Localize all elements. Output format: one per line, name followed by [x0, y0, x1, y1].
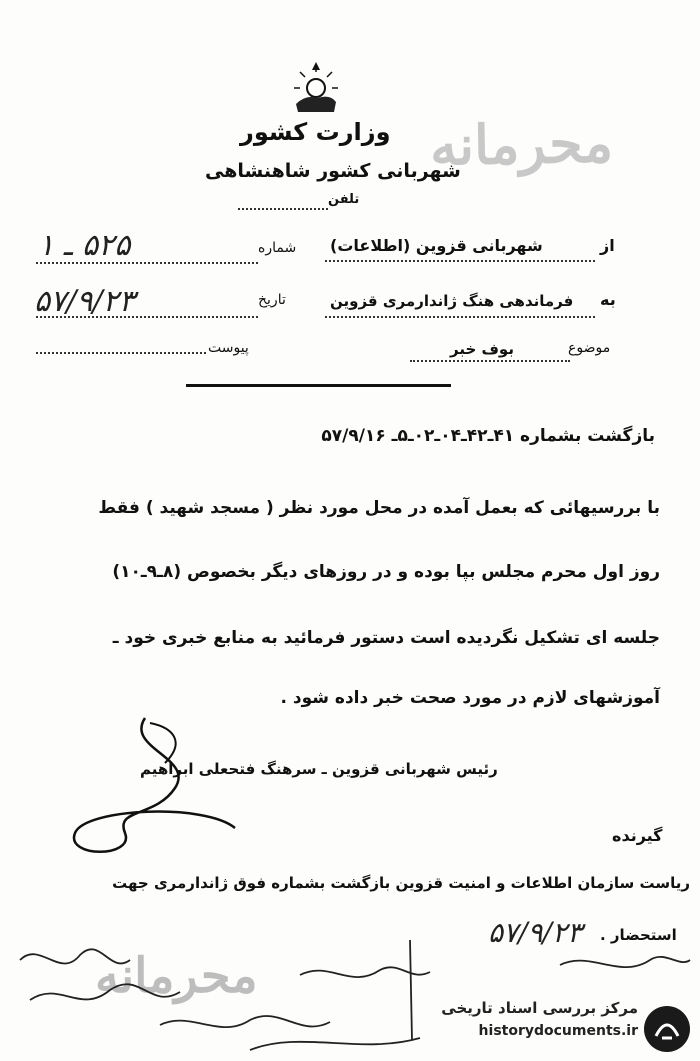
confidential-stamp-bottom: محرمانه	[95, 948, 258, 1004]
from-value: شهربانی قزوین (اطلاعات)	[330, 236, 543, 255]
from-line	[325, 260, 595, 262]
phone-line	[238, 208, 328, 210]
reference-line: بازگشت بشماره ۴۱ـ۴۲ـ۰۴ـ۰۲ـ۵ـ ۵۷/۹/۱۶	[321, 426, 655, 446]
date-line	[36, 316, 258, 318]
number-value: ۵۲۵ ـ ۱	[38, 228, 131, 263]
confidential-stamp: محرمانه	[429, 110, 614, 178]
phone-label: تلفن	[328, 192, 360, 207]
signature-scribble	[55, 708, 255, 878]
subject-line	[410, 360, 570, 362]
watermark-url: historydocuments.ir	[478, 1023, 638, 1039]
body-line-1: با بررسیهائی که بعمل آمده در محل مورد نظر ( مسجد شهید ) فقط	[98, 498, 660, 518]
police-title: شهربانی کشور شاهنشاهی	[205, 160, 461, 182]
recipients-date: ۵۷/۹/۲۳	[488, 916, 583, 949]
body-line-3: جلسه ای تشکیل نگردیده است دستور فرمائید به منابع خبری خود ـ	[112, 628, 660, 648]
watermark-name: مرکز بررسی اسناد تاریخی	[441, 999, 638, 1017]
recipients-line: ریاست سازمان اطلاعات و امنیت قزوین بازگشت بشماره فوق ژاندارمری جهت	[112, 874, 690, 892]
ministry-title: وزارت کشور	[240, 118, 391, 146]
body-line-4: آموزشهای لازم در مورد صحت خبر داده شود .	[280, 688, 660, 708]
archive-logo-icon	[642, 1004, 692, 1054]
date-value: ۵۷/۹/۲۳	[34, 284, 135, 319]
to-value: فرماندهی هنگ ژاندارمری قزوین	[330, 292, 574, 310]
subject-value: بوف خبر	[450, 340, 514, 358]
to-line	[325, 316, 595, 318]
from-label: از	[600, 236, 615, 255]
subject-label: موضوع	[568, 340, 611, 356]
recipients-line-2: استحضار .	[600, 926, 677, 944]
header-separator	[186, 384, 451, 387]
attachment-line	[36, 352, 206, 354]
to-label: به	[600, 290, 616, 309]
lion-and-sun-emblem	[286, 60, 346, 118]
signature-text: رئیس شهربانی قزوین ـ سرهنگ فتحعلی ابراهیم	[140, 760, 498, 778]
attachment-label: پیوست	[208, 340, 249, 356]
body-line-2: روز اول محرم مجلس بپا بوده و در روزهای دیگر بخصوص (۸ـ۹ـ۱۰)	[112, 562, 660, 582]
recipients-label: گیرنده	[612, 826, 663, 845]
date-label: تاریخ	[258, 292, 286, 308]
number-label: شماره	[258, 240, 297, 256]
archive-watermark	[378, 993, 638, 1047]
number-line	[36, 262, 258, 264]
